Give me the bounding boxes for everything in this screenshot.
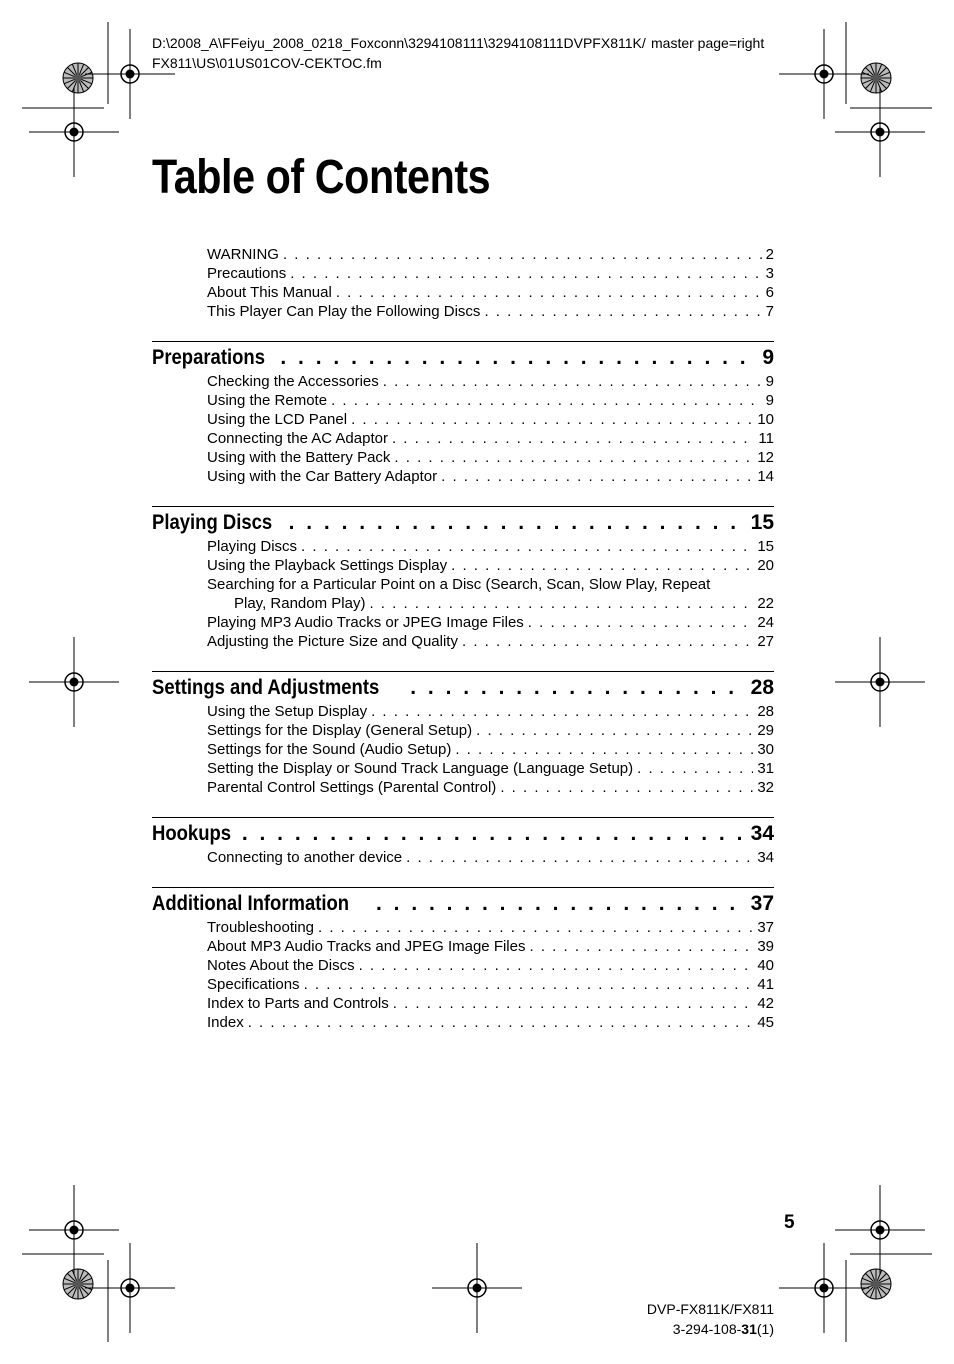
toc-entry[interactable]: Using the Remote . . . 9 (207, 391, 774, 410)
file-path-line-2: FX811\US\01US01COV-CEKTOC.fm (152, 55, 382, 71)
section-hookups (152, 817, 774, 867)
toc-entry[interactable]: Index to Parts and Controls . . . 42 (207, 994, 774, 1013)
section-additional-information (152, 887, 774, 1032)
code-bold: 31 (741, 1321, 757, 1337)
toc-entry-label-cont: Play, Random Play) (234, 595, 366, 612)
section-heading[interactable]: Playing Discs . . . 15 (152, 509, 774, 537)
toc-entry[interactable]: About MP3 Audio Tracks and JPEG Image Files . . . 39 (207, 937, 774, 956)
toc-entry[interactable]: Using with the Battery Pack . . . 12 (207, 448, 774, 467)
toc-entry[interactable]: Playing Discs . . . 15 (207, 537, 774, 556)
toc-entry[interactable]: Adjusting the Picture Size and Quality . . . 27 (207, 632, 774, 651)
toc-entry[interactable]: Precautions . . . 3 (207, 264, 774, 283)
toc-entry[interactable]: Settings for the Display (General Setup) . . . 29 (207, 721, 774, 740)
toc-entry[interactable]: Using the Playback Settings Display . . . 20 (207, 556, 774, 575)
code-suffix: (1) (756, 1321, 774, 1337)
toc-entry[interactable]: Setting the Display or Sound Track Language (Language Setup) . . . 31 (207, 759, 774, 778)
section-playing-discs (152, 506, 774, 651)
toc-entry[interactable]: Notes About the Discs . . . 40 (207, 956, 774, 975)
model-number: DVP-FX811K/FX811 (646, 1301, 774, 1317)
toc-entry[interactable]: Connecting to another device . . . 34 (207, 848, 774, 867)
toc-entry-label: Searching for a Particular Point on a Disc (Search, Scan, Slow Play, Repeat (207, 576, 711, 593)
section-heading[interactable]: Additional Information . . . 37 (152, 890, 774, 918)
master-page-label: master page=right (651, 35, 765, 51)
toc-entry[interactable]: Settings for the Sound (Audio Setup) . . . 30 (207, 740, 774, 759)
footer (647, 1299, 774, 1339)
toc-entry[interactable]: Using the Setup Display . . . 28 (207, 702, 774, 721)
page-title: Table of Contents (152, 151, 491, 204)
section-heading[interactable]: Settings and Adjustments . . . 28 (152, 674, 774, 702)
toc-entry[interactable]: Using with the Car Battery Adaptor . . . 14 (207, 467, 774, 486)
toc-entry[interactable]: Using the LCD Panel . . . 10 (207, 410, 774, 429)
toc-entry[interactable]: About This Manual . . . 6 (207, 283, 774, 302)
document-code (647, 1319, 774, 1339)
toc-entry[interactable]: Playing MP3 Audio Tracks or JPEG Image Files . . . 24 (207, 613, 774, 632)
toc-entry-page: 22 (757, 595, 774, 612)
toc-entry[interactable]: Troubleshooting . . . 37 (207, 918, 774, 937)
section-preparations (152, 341, 774, 486)
toc-entry[interactable]: Index . . . 45 (207, 1013, 774, 1032)
toc-entry[interactable]: This Player Can Play the Following Discs . . . 7 (207, 302, 774, 321)
toc-entry[interactable]: Specifications . . . 41 (207, 975, 774, 994)
section-heading[interactable]: Preparations . . . 9 (152, 344, 774, 372)
section-heading[interactable]: Hookups . . . 34 (152, 820, 774, 848)
toc-entry[interactable]: WARNING . . . 2 (207, 245, 774, 264)
toc-entry[interactable]: Checking the Accessories . . . 9 (207, 372, 774, 391)
code-prefix: 3-294-108- (672, 1321, 742, 1337)
file-path-line-1: D:\2008_A\FFeiyu_2008_0218_Foxconn\3294108111\3294108111DVPFX811K/ (152, 35, 646, 51)
page-number: 5 (784, 1212, 795, 1233)
intro-entries (152, 245, 774, 321)
toc-entry[interactable]: Parental Control Settings (Parental Control) . . . 32 (207, 778, 774, 797)
table-of-contents (152, 245, 774, 1032)
section-settings (152, 671, 774, 797)
toc-entry[interactable]: Connecting the AC Adaptor . . . 11 (207, 429, 774, 448)
toc-entry[interactable] (207, 575, 774, 613)
